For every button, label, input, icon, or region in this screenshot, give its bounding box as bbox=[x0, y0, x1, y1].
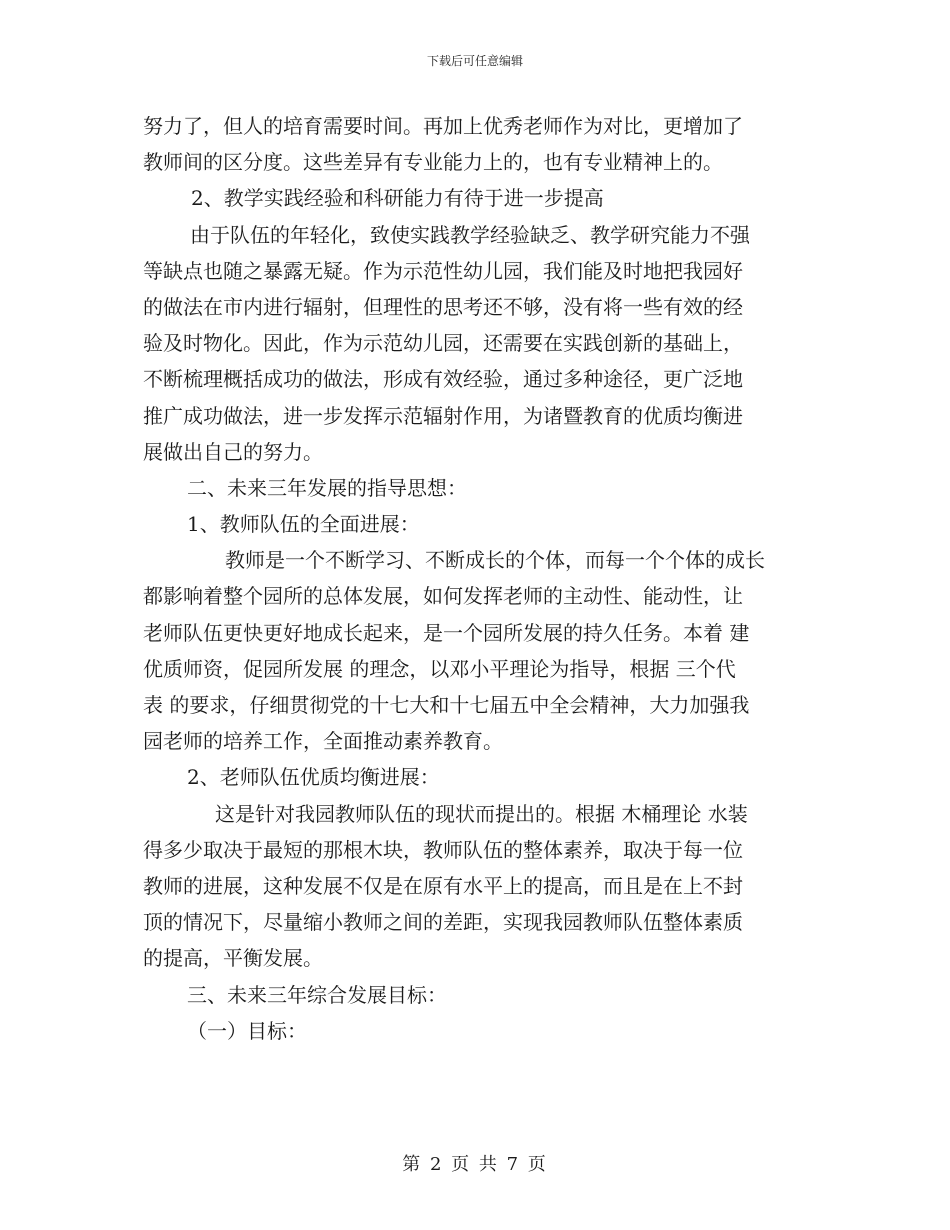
text-line: 教师间的区分度。这些差异有专业能力上的，也有专业精神上的。 bbox=[143, 150, 723, 175]
text-line: 园老师的培养工作，全面推动素养教育。 bbox=[143, 729, 503, 754]
subheading: 2、教学实践经验和科研能力有待于进一步提高 bbox=[191, 186, 604, 211]
text-line: 教师的进展，这种发展不仅是在原有水平上的提高，而且是在上不封 bbox=[143, 873, 743, 898]
subheading: 1、教师队伍的全面进展： bbox=[187, 512, 420, 537]
text-line: 的提高，平衡发展。 bbox=[143, 946, 323, 971]
text-line: 教师是一个不断学习、不断成长的个体，而每一个个体的成长 bbox=[225, 548, 765, 573]
text-line: 老师队伍更快更好地成长起来，是一个园所发展的持久任务。本着 建 bbox=[143, 620, 750, 645]
subheading: 2、老师队伍优质均衡进展： bbox=[187, 765, 440, 790]
text-line: 由于队伍的年轻化，致使实践教学经验缺乏、教学研究能力不强 bbox=[190, 222, 750, 247]
text-line: 都影响着整个园所的总体发展，如何发挥老师的主动性、能动性，让 bbox=[143, 584, 743, 609]
text-line: 顶的情况下，尽量缩小教师之间的差距，实现我园教师队伍整体素质 bbox=[143, 910, 743, 935]
text-line: 努力了，但人的培育需要时间。再加上优秀老师作为对比，更增加了 bbox=[143, 114, 743, 138]
text-line: 得多少取决于最短的那根木块，教师队伍的整体素养，取决于每一位 bbox=[143, 837, 743, 862]
page-header: 下载后可任意编辑 bbox=[426, 54, 523, 68]
text-line: 验及时物化。因此，作为示范幼儿园，还需要在实践创新的基础上， bbox=[143, 331, 743, 356]
text-line: 优质师资，促园所发展 的理念，以邓小平理论为指导，根据 三个代 bbox=[143, 656, 736, 681]
section-heading: 三、未来三年综合发展目标： bbox=[187, 982, 447, 1007]
text-line: 展做出自己的努力。 bbox=[143, 439, 323, 464]
section-heading: 二、未来三年发展的指导思想： bbox=[187, 475, 467, 500]
text-line: 等缺点也随之暴露无疑。作为示范性幼儿园，我们能及时地把我园好 bbox=[143, 258, 743, 283]
text-line: 表 的要求，仔细贯彻党的十七大和十七届五中全会精神，大力加强我 bbox=[143, 693, 750, 717]
subheading: （一）目标： bbox=[187, 1018, 307, 1043]
page-number: 第 2 页 共 7 页 bbox=[402, 1154, 548, 1175]
document-body bbox=[143, 108, 808, 1049]
text-line: 推广成功做法，进一步发挥示范辐射作用，为诸暨教育的优质均衡进 bbox=[143, 403, 743, 428]
text-line: 这是针对我园教师队伍的现状而提出的。根据 木桶理论 水装 bbox=[215, 801, 748, 826]
text-line: 的做法在市内进行辐射，但理性的思考还不够，没有将一些有效的经 bbox=[143, 294, 743, 319]
text-line: 不断梳理概括成功的做法，形成有效经验，通过多种途径，更广泛地 bbox=[143, 367, 743, 392]
